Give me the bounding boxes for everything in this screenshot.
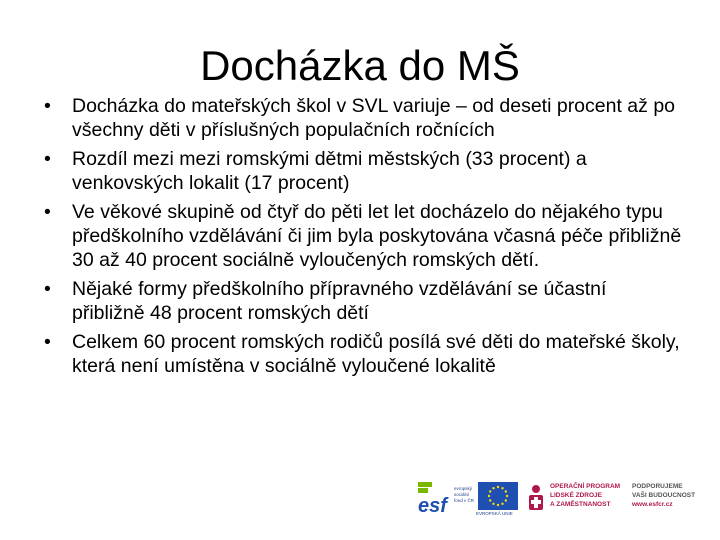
slide-title: Docházka do MŠ	[200, 42, 520, 89]
support-url: www.esfcr.cz	[632, 501, 673, 508]
op-text	[550, 482, 630, 509]
bullet-icon: •	[44, 95, 51, 117]
op-line3: A ZAMĚSTNANOST	[550, 501, 611, 508]
bullet-text: Nějaké formy předškolního přípravného vzdělávání se účastní přibližně 48 procent romských dětí	[72, 278, 607, 324]
list-item	[44, 200, 684, 272]
bullet-icon: •	[44, 201, 51, 223]
list-item	[44, 94, 684, 142]
eu-label: EVROPSKÁ UNIE	[476, 511, 513, 516]
list-item	[44, 277, 684, 325]
bullet-text: Ve věkové skupině od čtyř do pěti let let docházelo do nějakého typu předškolního vzdělávání či jim byla poskytována včasná péče přibližně 30 až 40 procent sociálně vyloučených romských dětí.	[72, 201, 682, 271]
bullet-text: Docházka do mateřských škol v SVL variuje – od deseti procent až po všechny děti v příslušných populačních ročnících	[72, 95, 676, 141]
bullet-text: Celkem 60 procent romských rodičů posílá své děti do mateřské školy, která není umístěna v sociálně vyloučené lokalitě	[72, 331, 680, 377]
bullet-icon: •	[44, 331, 51, 353]
list-item	[44, 330, 684, 378]
support-line2: VAŠI BUDOUCNOST	[632, 492, 696, 499]
support-text	[632, 482, 708, 509]
bullet-icon: •	[44, 278, 51, 300]
op-figure-icon	[526, 484, 546, 512]
op-logo	[526, 480, 626, 516]
esf-text: esf	[418, 495, 447, 516]
eu-flag-icon	[478, 482, 518, 510]
esf-small-text: evropský sociální fond v ČR	[454, 486, 475, 503]
op-line1: OPERAČNÍ PROGRAM	[550, 483, 621, 490]
list-item	[44, 147, 684, 195]
bullet-list	[44, 94, 684, 378]
bullet-icon: •	[44, 148, 51, 170]
bullet-text: Rozdíl mezi mezi romskými dětmi městských (33 procent) a venkovských lokalit (17 procent)	[72, 148, 587, 194]
support-line1: PODPORUJEME	[632, 483, 683, 490]
footer-logos	[418, 478, 708, 518]
op-line2: LIDSKÉ ZDROJE	[550, 492, 603, 499]
